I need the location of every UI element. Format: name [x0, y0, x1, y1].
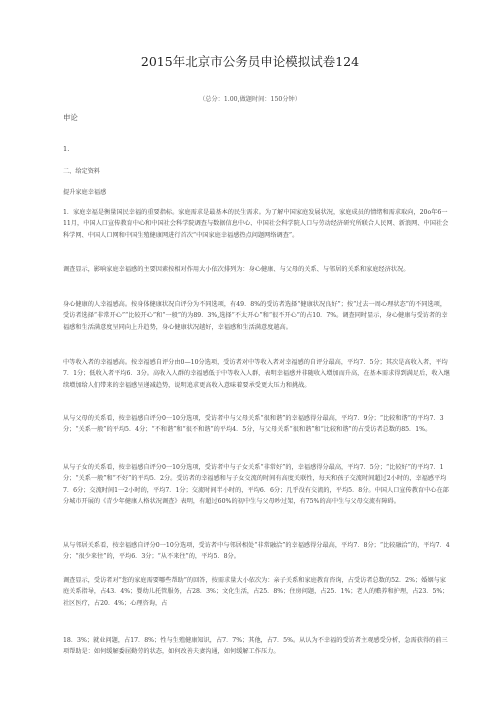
- paragraph-text: 从与子女的关系看，按幸福感自评分0一10分选项，受访者中与子女关系“非常好”的，幸福感得分最高，平均7．5分；“比较好”的平均7．1分；“关系一般”和“不好”的平均5．2分。受访者的幸福感和与子女交流的时间有高度关联性，每天和孩子交流时间超过2小时的，幸福感平均7．6分；交流时间1一2小时的，平均7．1分；交流时间半小时的，平均6．6分；几乎没有交流的，平均5．8分。中国人口宣传教育中心在部分城市开展的《青少年健康人格状况调查》表明，有超过60%的初中生与父母吵过架，有75%的高中生与父母交流有障碍。: [63, 464, 449, 505]
- subject-label: 申论: [63, 113, 78, 122]
- paragraph-6: [63, 462, 451, 507]
- paragraph-5: [63, 413, 451, 436]
- section-heading: 二、给定资料: [63, 168, 101, 175]
- document-title: 2015年北京市公务员申论模拟试卷124: [140, 54, 360, 69]
- question-number: 1.: [63, 145, 70, 153]
- paragraph-4: [63, 357, 451, 391]
- paragraph-text: 调查显示，影响家庭幸福感的主要因素按相对作用大小依次排列为：身心健康、与父母的关系、与邻居的关系和家庭经济状况。: [63, 266, 410, 273]
- subsection-heading: 提升家庭幸福感: [63, 189, 107, 196]
- paragraph-text: 身心健康的人幸福感高。按身体健康状况自评分为不同选项，有49．8%的受访者选择“健康状况良好”；按“过去一周心理状态”的不同选项，受访者选择“非常开心”“比较开心”和“一般”的为89．3%,选择“不太开心”和“很不开心”的占10．7%。调查同时显示，身心健康与受访者的幸福感和生活满意度呈同向上升趋势，身心健康状况越好，幸福感和生活满意度越高。: [63, 301, 448, 331]
- paragraph-text: 调查显示，受访者对“您的家庭需要哪些帮助”的回答，按需求量大小依次为：亲子关系和家庭教育咨询，占受访者总数的52．2%；婚姻与家庭关系指导，占43．4%；婴幼儿托管服务，占28．3%；文化生活，占25．8%；住房问题，占25．1%；老人的赡养和护理，占23．5%；社区医疗，占20．4%；心理咨询，占: [63, 577, 449, 607]
- paragraph-text: 从与邻居关系看，按幸福感自评分0一10分选项，受访者中与邻居相处“非常融洽”的幸福感得分最高，平均7．8分；“比较融洽”的，平均7．4分；“很少来往”的，平均6．3分；“从不来往”的，平均5．8分。: [63, 542, 450, 561]
- paragraph-9: [63, 635, 451, 658]
- paragraph-8: [63, 575, 451, 609]
- paragraph-2: [63, 264, 451, 275]
- paragraph-text: 1．家庭幸福是衡量国民幸福的重要指标。家庭需求是最基本的民生需求。为了解中国家庭发展状况，家庭成员的情绪和需求取向，20o年6一11月，中国人口宣传教育中心和中国社会科学院调查与数据信息中心、中国社会科学院人口与劳动经济研究所联合人民网、新浪网、中国社会科学网、中国人口网和中国生殖健康网进行首次“中国家庭幸福感热点问题网络调查”。: [63, 209, 449, 239]
- exam-meta: （总分：1.00,做题时间：150分钟）: [199, 96, 301, 103]
- paragraph-1: [63, 207, 451, 241]
- paragraph-3: [63, 299, 451, 333]
- paragraph-text: 从与父母的关系看，按幸福感自评分0一10分选项，受访者中与父母关系“很和谐”的幸福感得分最高，平均7．9分；“比较和谐”的平均7．3分；“关系一般”的平均5．4分；“不和谐”和“很不和谐”的平均4．5分，与父母关系“很和谐”和“比较和谐”的占受访者总数的85．1%。: [63, 415, 444, 434]
- paragraph-text: 中等收入者的幸福感高。按幸福感自评分由0—10分选项，受访者对中等收入者对幸福感的自评分最高，平均7．5分；其次是高收入者，平均7．1分；低收入者平均6．3分。高收入人群的幸福感低于中等收入人群，表明幸福感并非随收入增加而升高，在基本需求得到满足后，收入继续增加给人们带来的幸福感呈递减趋势，说明追求更高收入意味着要承受更大压力和挑战。: [63, 359, 450, 389]
- paragraph-7: [63, 540, 451, 563]
- paragraph-text: 18．3%；就业问题，占17．8%；性与生殖健康知识，占7．7%；其他，占7．5%。从认为不幸福的受访者主观感受分析，急需获得的前三项帮助是：如何缓解委屈勤劳的状态，如何改善夫妻沟通，如何缓解工作压力。: [63, 637, 448, 656]
